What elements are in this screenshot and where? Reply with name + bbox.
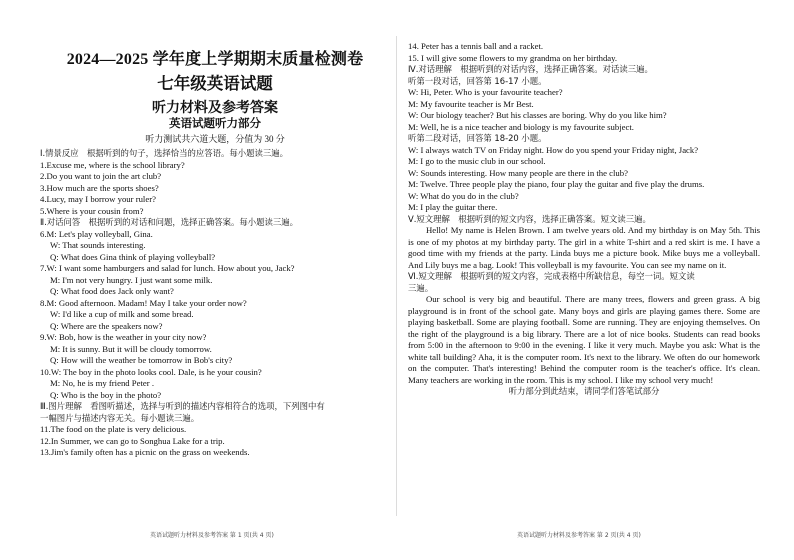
left-line-27: 13.Jim's family often has a picnic on the grass on weekends. — [40, 447, 250, 457]
left-line-18: M: It is sunny. But it will be cloudy tomorrow. — [50, 343, 212, 354]
left-line-3: 2.Do you want to join the art club? — [40, 171, 162, 181]
right-line-9: 听第二段对话，回答第 18-20 小题。 — [408, 133, 547, 143]
left-line-7: Ⅱ.对话问答 根据听到的对话和问题，选择正确答案。每小题读三遍。 — [40, 217, 299, 227]
left-line-5: 4.Lucy, may I borrow your ruler? — [40, 194, 156, 204]
left-line-20: 10.W: The boy in the photo looks cool. Dale, is he your cousin? — [40, 366, 262, 377]
left-line-24: 一幅图片与描述内容无关。每小题读三遍。 — [40, 412, 200, 423]
passage-one: Hello! My name is Helen Brown. I am twelve years old. And my birthday is on May 5th. This is one of my photos at my birthday party. The girl in a white T-shirt and a red skirt is me. I have a good time with my friends at the party. Linda buys me a picture book. Mike buys me a volleyball. And Lily buys me a bag. Look! This volleyball is my favourite. You can see my name on it. — [408, 225, 760, 270]
section-six-line1: Ⅵ.短文理解 根据听到的短文内容，完成表格中所缺信息，每空一词。短文读 — [408, 271, 695, 281]
footer-right: 英语试题听力材料及参考答案 第 2 页(共 4 页) — [517, 532, 641, 539]
right-line-3: Ⅳ.对话理解 根据听到的对话内容，选择正确答案。对话读三遍。 — [408, 64, 653, 74]
footer-left: 英语试题听力材料及参考答案 第 1 页(共 4 页) — [150, 532, 274, 539]
left-line-12: M: I'm not very hungry. I just want some milk. — [50, 274, 213, 285]
left-line-1: Ⅰ.情景反应 根据听到的句子，选择恰当的应答语。每小题读三遍。 — [40, 148, 289, 158]
left-line-8: 6.M: Let's play volleyball, Gina. — [40, 228, 153, 239]
right-line-15: M: I play the guitar there. — [408, 202, 498, 212]
right-line-13: M: Twelve. Three people play the piano, four play the guitar and five play the drums. — [408, 179, 705, 189]
part-heading: 英语试题听力部分 — [169, 118, 261, 130]
right-line-11: M: I go to the music club in our school. — [408, 156, 546, 166]
left-line-25: 11.The food on the plate is very delicious. — [40, 424, 187, 434]
right-column — [408, 41, 760, 398]
left-line-9: W: That sounds interesting. — [50, 240, 146, 250]
left-line-13: Q: What food does Jack only want? — [50, 286, 174, 296]
right-line-12: W: Sounds interesting. How many people are there in the club? — [408, 167, 628, 178]
left-line-11: 7.W: I want some hamburgers and salad for lunch. How about you, Jack? — [40, 263, 295, 273]
left-line-4: 3.How much are the sports shoes? — [40, 182, 159, 193]
left-line-21: M: No, he is my friend Peter . — [50, 378, 154, 388]
left-line-22: Q: Who is the boy in the photo? — [50, 389, 162, 400]
exam-title: 2024—2025 学年度上学期期末质量检测卷 — [66, 51, 364, 68]
left-line-23: Ⅲ.图片理解 看图听描述，选择与听到的描述内容相符合的选项，下列图中有 — [40, 401, 325, 411]
right-line-14: W: What do you do in the club? — [408, 190, 519, 201]
left-line-16: Q: Where are the speakers now? — [50, 320, 163, 331]
right-line-5: W: Hi, Peter. Who is your favourite teacher? — [408, 87, 563, 97]
page-divider — [396, 36, 397, 516]
left-line-6: 5.Where is your cousin from? — [40, 205, 144, 216]
ending-note: 听力部分到此结束，请同学们答笔试部分 — [508, 386, 660, 396]
right-line-2: 15. I will give some flowers to my grandma on her birthday. — [408, 52, 618, 63]
exam-subtitle: 七年级英语试题 — [157, 74, 273, 93]
passage-two: Our school is very big and beautiful. There are many trees, flowers and green grass. A big playground is in front of the school gate. Many boys and girls are playing games there. Some are playing basketball. Some are playing football. Some are running. They are enjoying themselves. On the right of the playground is a big library. There are a lot of nice books. Students can read books from 5:00 in the afternoon to 9:00 in the evening. I like it very much. Maybe you ask: What is the white tall building? Aha, it is the computer room. It's next to the library. We often do our homework on the computer. That's interesting! Behind the computer room is the teacher's office. It's clean. Many teachers are working in the room. This is my school. I like my school very much! — [408, 294, 760, 385]
section-heading: 听力材料及参考答案 — [152, 101, 278, 116]
left-line-17: 9.W: Bob, how is the weather in your city now? — [40, 332, 207, 342]
right-line-16: Ⅴ.短文理解 根据听到的短文内容，选择正确答案。短文读三遍。 — [408, 213, 651, 224]
left-line-10: Q: What does Gina think of playing volleyball? — [50, 251, 216, 262]
right-line-1: 14. Peter has a tennis ball and a racket. — [408, 41, 544, 51]
section-six-line2: 三遍。 — [408, 282, 434, 293]
right-line-10: W: I always watch TV on Friday night. How do you spend your Friday night, Jack? — [408, 144, 699, 155]
right-line-7: W: Our biology teacher? But his classes are boring. Why do you like him? — [408, 110, 667, 120]
left-column — [40, 148, 390, 459]
left-line-19: Q: How will the weather be tomorrow in Bob's city? — [50, 355, 233, 365]
right-line-8: M: Well, he is a nice teacher and biology is my favourite subject. — [408, 121, 634, 132]
left-line-14: 8.M: Good afternoon. Madam! May I take your order now? — [40, 297, 247, 308]
left-line-2: 1.Excuse me, where is the school library? — [40, 159, 185, 170]
score-note: 听力测试共六道大题，分值为 30 分 — [145, 134, 285, 144]
right-lines — [408, 41, 760, 225]
right-line-6: M: My favourite teacher is Mr Best. — [408, 98, 534, 109]
left-line-15: W: I'd like a cup of milk and some bread. — [50, 309, 194, 319]
right-line-4: 听第一段对话，回答第 16-17 小题。 — [408, 75, 547, 86]
left-line-26: 12.In Summer, we can go to Songhua Lake for a trip. — [40, 435, 225, 446]
